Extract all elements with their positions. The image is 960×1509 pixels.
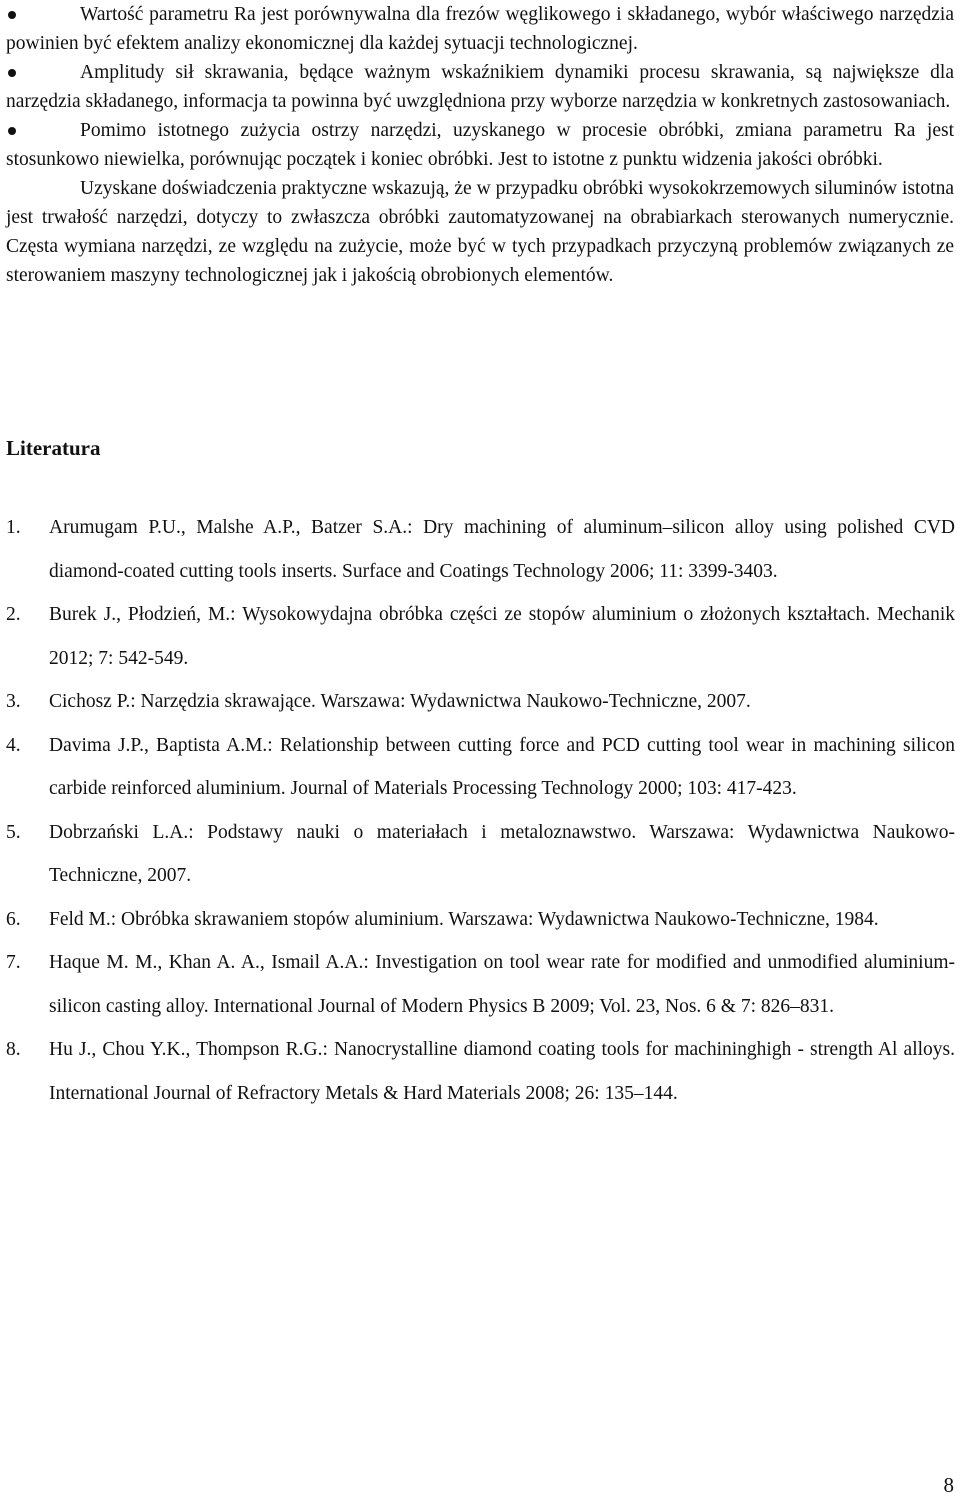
reference-text: Feld M.: Obróbka skrawaniem stopów aluminium. Warszawa: Wydawnictwa Naukowo-Techniczne, 1984.	[49, 908, 879, 930]
reference-number: 2.	[6, 604, 21, 625]
reference-text: Burek J., Płodzień, M.: Wysokowydajna obróbka części ze stopów aluminium o złożonych kształtach. Mechanik 2012; 7: 542-549.	[49, 604, 955, 669]
bullet-text: Wartość parametru Ra jest porównywalna dla frezów węglikowego i składanego, wybór właściwego narzędzia powinien być efektem analizy ekonomicznej dla każdej sytuacji technologicznej.	[6, 4, 954, 54]
page-number: 8	[943, 1473, 954, 1497]
reference-number: 1.	[6, 517, 21, 538]
bullet-item	[6, 58, 954, 116]
reference-item	[6, 811, 955, 898]
bullet-item	[6, 116, 954, 174]
reference-number: 3.	[6, 691, 21, 712]
reference-number: 7.	[6, 952, 21, 973]
reference-item	[6, 680, 955, 724]
reference-item	[6, 724, 955, 811]
reference-item	[6, 898, 955, 942]
bullet-icon	[8, 69, 16, 77]
bullet-text: Amplitudy sił skrawania, będące ważnym wskaźnikiem dynamiki procesu skrawania, są największe dla narzędzia składanego, informacja ta powinna być uwzględniona przy wyborze narzędzia w konkretnych zastosowaniach.	[6, 62, 954, 112]
reference-list	[6, 506, 955, 1115]
reference-item	[6, 506, 955, 593]
summary-paragraph: Uzyskane doświadczenia praktyczne wskazują, że w przypadku obróbki wysokokrzemowych siluminów istotna jest trwałość narzędzi, dotyczy to zwłaszcza obróbki zautomatyzowanej na obrabiarkach sterowanych numerycznie. Częsta wymiana narzędzi, ze względu na zużycie, może być w tych przypadkach przyczyną problemów związanych ze sterowaniem maszyny technologicznej jak i jakością obrobionych elementów.	[6, 178, 954, 286]
reference-text: Arumugam P.U., Malshe A.P., Batzer S.A.: Dry machining of aluminum–silicon alloy using polished CVD diamond-coated cutting tools inserts. Surface and Coatings Technology 2006; 11: 3399-3403.	[49, 517, 955, 582]
reference-number: 8.	[6, 1039, 21, 1060]
bullet-icon	[8, 11, 16, 19]
reference-item	[6, 593, 955, 680]
bullet-icon	[8, 127, 16, 135]
conclusions-list	[6, 0, 954, 290]
reference-text: Hu J., Chou Y.K., Thompson R.G.: Nanocrystalline diamond coating tools for machininghigh - strength Al alloys. International Journal of Refractory Metals & Hard Materials 2008; 26: 135–144.	[49, 1039, 955, 1104]
bullet-text: Pomimo istotnego zużycia ostrzy narzędzi, uzyskanego w procesie obróbki, zmiana parametru Ra jest stosunkowo niewielka, porównując początek i koniec obróbki. Jest to istotne z punktu widzenia jakości obróbki.	[6, 120, 954, 170]
reference-item	[6, 941, 955, 1028]
reference-number: 5.	[6, 821, 21, 843]
reference-number: 4.	[6, 734, 21, 756]
reference-text: Haque M. M., Khan A. A., Ismail A.A.: Investigation on tool wear rate for modified and unmodified aluminium-silicon casting alloy. International Journal of Modern Physics B 2009; Vol. 23, Nos. 6 & 7: 826–831.	[49, 952, 955, 1017]
section-heading: Literatura	[6, 436, 101, 460]
reference-text: Dobrzański L.A.: Podstawy nauki o materiałach i metaloznawstwo. Warszawa: Wydawnictwa Naukowo-Techniczne, 2007.	[49, 821, 955, 886]
reference-number: 6.	[6, 908, 21, 930]
reference-text: Cichosz P.: Narzędzia skrawające. Warszawa: Wydawnictwa Naukowo-Techniczne, 2007.	[49, 691, 751, 712]
bullet-item	[6, 0, 954, 58]
reference-item	[6, 1028, 955, 1115]
reference-text: Davima J.P., Baptista A.M.: Relationship between cutting force and PCD cutting tool wear in machining silicon carbide reinforced aluminium. Journal of Materials Processing Technology 2000; 103: 417-423.	[49, 734, 955, 799]
